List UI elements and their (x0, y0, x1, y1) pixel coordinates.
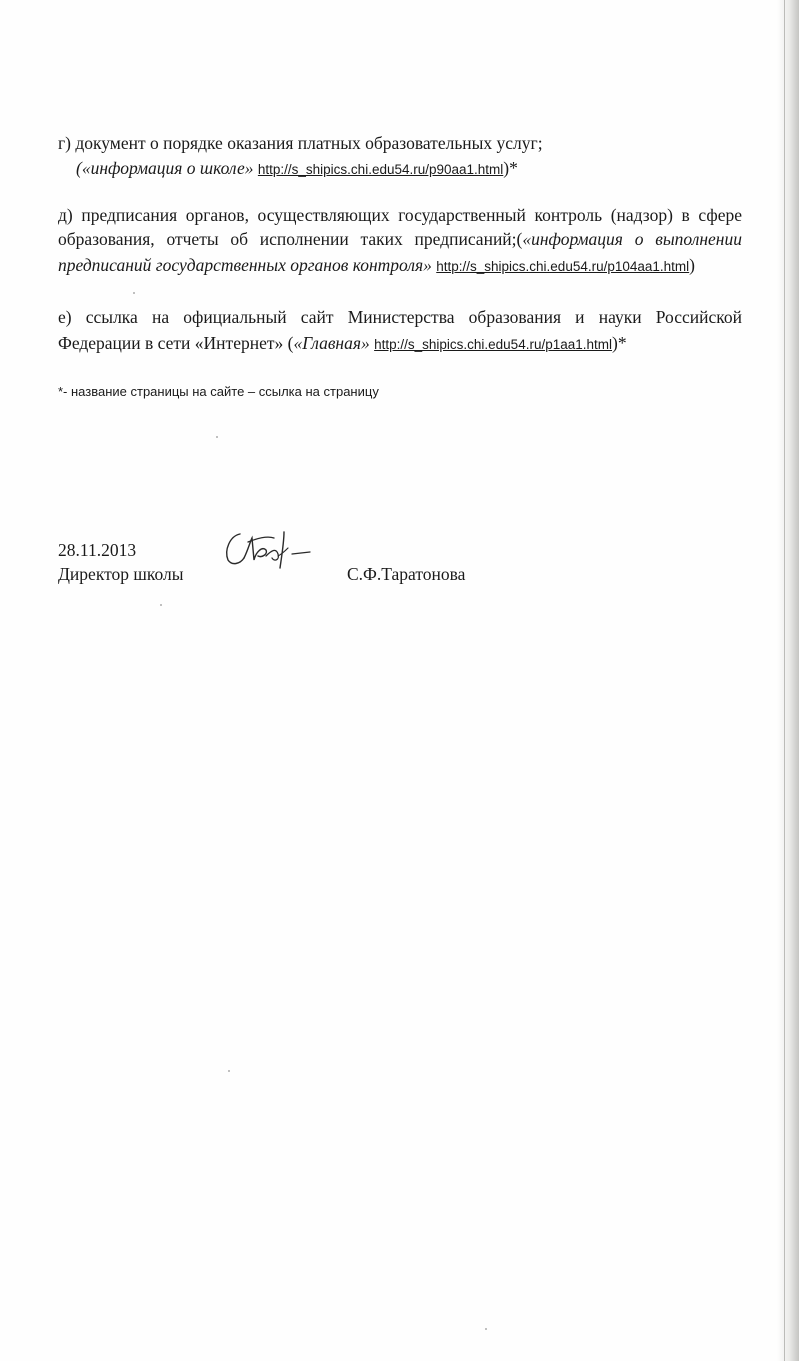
item-e-line1: е) ссылка на официальный сайт Министерства образования и науки Российской (58, 307, 742, 327)
item-e-line2-text: Федерации в сети «Интернет» ( (58, 333, 294, 353)
item-e-page-name: «Главная» (293, 333, 370, 353)
item-g-line1: г) документ о порядке оказания платных образовательных услуг; (58, 133, 543, 153)
scan-speck (216, 436, 218, 438)
signature-date: 28.11.2013 (58, 540, 137, 560)
scan-speck (485, 1328, 487, 1330)
item-d-page-name: предписаний государственных органов контроля» (58, 255, 432, 275)
item-d-line2-italic: «информация о выполнении (522, 229, 742, 249)
scan-edge-line (784, 0, 785, 1361)
item-g-link[interactable]: http://s_shipics.chi.edu54.ru/p90aa1.html (257, 162, 504, 177)
item-d-line2-text: образования, отчеты об исполнении таких предписаний;( (58, 229, 523, 249)
item-d-line2 (58, 228, 742, 250)
item-g-page-name: («информация о школе» (76, 158, 254, 178)
item-g-tail: )* (503, 158, 518, 178)
footnote: *- название страницы на сайте – ссылка на страницу (58, 384, 379, 399)
item-e-link[interactable]: http://s_shipics.chi.edu54.ru/p1aa1.html (374, 337, 613, 352)
item-e-tail: )* (612, 333, 627, 353)
signature-name: С.Ф.Таратонова (347, 564, 466, 584)
item-d-line1: д) предписания органов, осуществляющих государственный контроль (надзор) в сфере (58, 205, 742, 225)
scan-edge-shadow (777, 0, 799, 1361)
handwritten-signature-icon (218, 520, 318, 580)
item-d-line3 (58, 254, 695, 278)
scan-speck (228, 1070, 230, 1072)
signature-position: Директор школы (58, 564, 184, 584)
item-d-tail: ) (689, 255, 695, 275)
scan-speck (160, 604, 162, 606)
item-g-line2 (76, 157, 518, 181)
scan-speck (133, 292, 135, 294)
item-e-line2 (58, 332, 627, 356)
item-d-link[interactable]: http://s_shipics.chi.edu54.ru/p104aa1.html (436, 259, 690, 274)
